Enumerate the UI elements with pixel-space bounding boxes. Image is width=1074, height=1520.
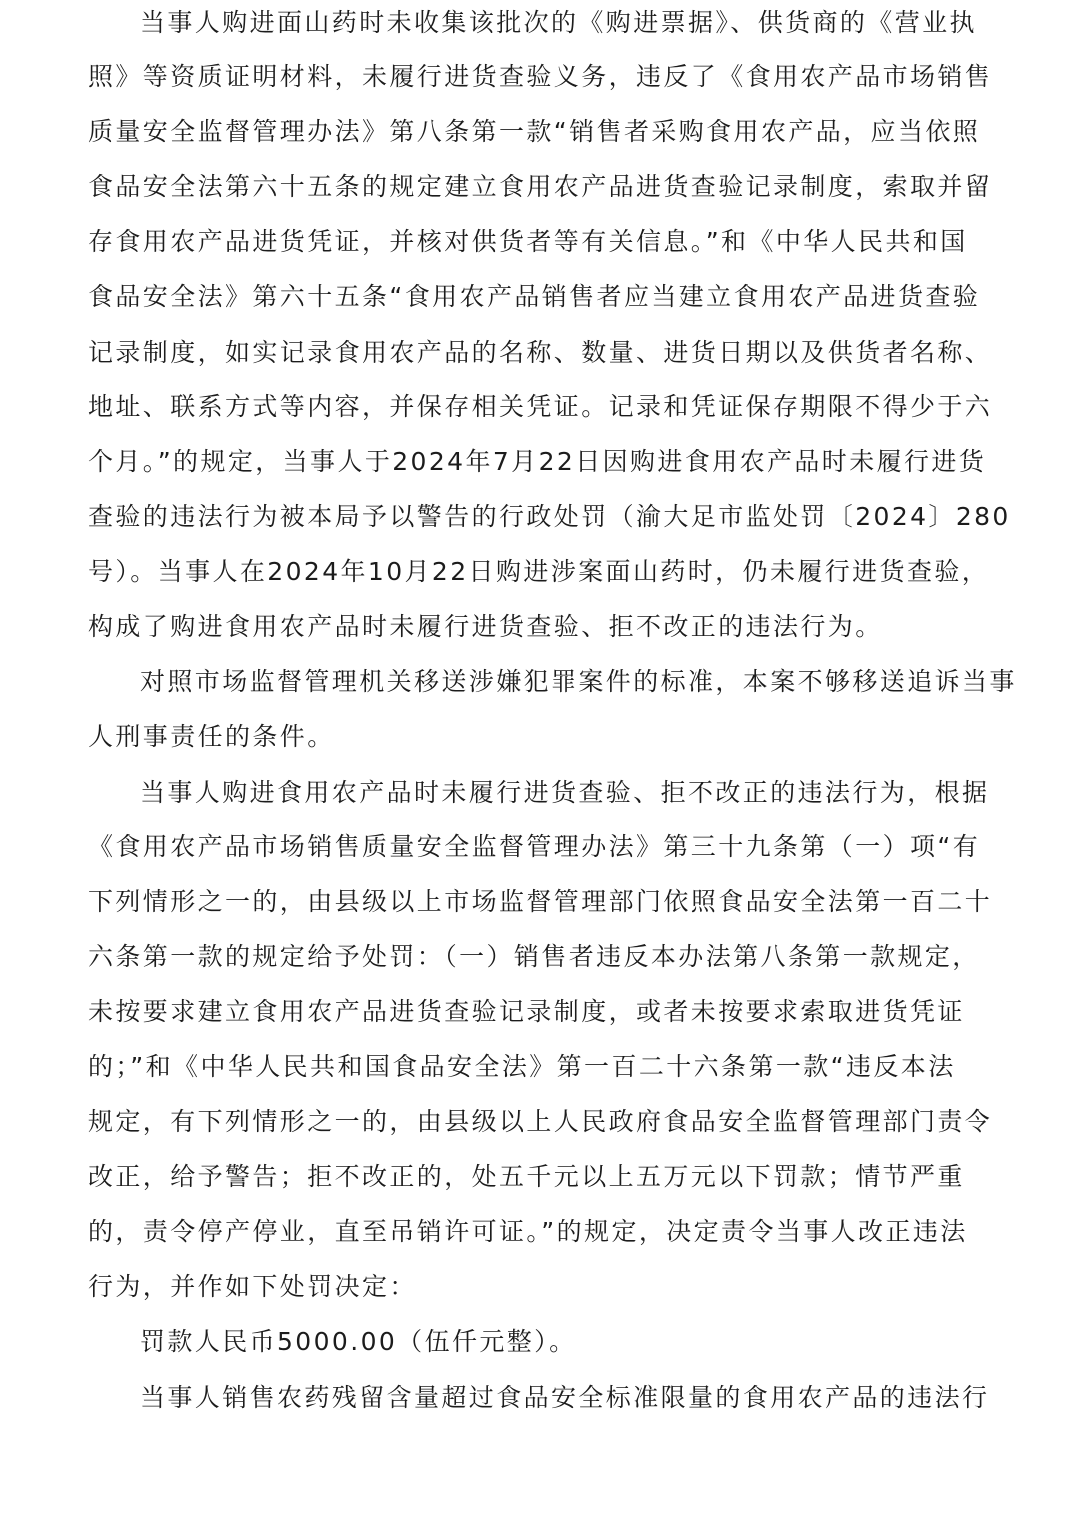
text-line: 行为，并作如下处罚决定： xyxy=(88,1272,417,1301)
text-line: 下列情形之一的，由县级以上市场监督管理部门依照食品安全法第一百二十 xyxy=(88,887,993,916)
text-line: 地址、联系方式等内容，并保存相关凭证。记录和凭证保存期限不得少于六 xyxy=(88,392,993,421)
text-line: 对照市场监督管理机关移送涉嫌犯罪案件的标准，本案不够移送追诉当事 xyxy=(140,667,1017,696)
text-line: 记录制度，如实记录食用农产品的名称、数量、进货日期以及供货者名称、 xyxy=(88,338,993,367)
text-line: 当事人购进面山药时未收集该批次的《购进票据》、供货商的《营业执 xyxy=(140,8,977,37)
text-line: 质量安全监督管理办法》第八条第一款“销售者采购食用农产品，应当依照 xyxy=(88,117,981,146)
text-line: 《食用农产品市场销售质量安全监督管理办法》第三十九条第（一）项“有 xyxy=(88,832,981,861)
text-line: 构成了购进食用农产品时未履行进货查验、拒不改正的违法行为。 xyxy=(88,612,883,641)
text-line: 人刑事责任的条件。 xyxy=(88,722,335,751)
text-line: 六条第一款的规定给予处罚：（一）销售者违反本办法第八条第一款规定， xyxy=(88,942,980,971)
text-line: 食品安全法》第六十五条“食用农产品销售者应当建立食用农产品进货查验 xyxy=(88,282,981,311)
text-line: 未按要求建立食用农产品进货查验记录制度，或者未按要求索取进货凭证 xyxy=(88,997,965,1026)
text-line: 存食用农产品进货凭证，并核对供货者等有关信息。”和《中华人民共和国 xyxy=(88,227,968,256)
text-line: 的；”和《中华人民共和国食品安全法》第一百二十六条第一款“违反本法 xyxy=(88,1052,956,1081)
text-line: 的，责令停产停业，直至吊销许可证。”的规定，决定责令当事人改正违法 xyxy=(88,1217,968,1246)
text-line: 个月。”的规定，当事人于2024年7月22日因购进食用农产品时未履行进货 xyxy=(88,447,987,476)
text-line: 食品安全法第六十五条的规定建立食用农产品进货查验记录制度，索取并留 xyxy=(88,172,993,201)
text-line: 当事人购进食用农产品时未履行进货查验、拒不改正的违法行为，根据 xyxy=(140,778,990,807)
text-line: 当事人销售农药残留含量超过食品安全标准限量的食用农产品的违法行 xyxy=(140,1383,990,1412)
text-line: 照》等资质证明材料，未履行进货查验义务，违反了《食用农产品市场销售 xyxy=(88,62,993,91)
text-line: 查验的违法行为被本局予以警告的行政处罚（渝大足市监处罚〔2024〕280 xyxy=(88,502,1011,531)
text-line: 规定，有下列情形之一的，由县级以上人民政府食品安全监督管理部门责令 xyxy=(88,1107,993,1136)
text-line: 改正，给予警告；拒不改正的，处五千元以上五万元以下罚款；情节严重 xyxy=(88,1162,965,1191)
text-line: 号）。当事人在2024年10月22日购进涉案面山药时，仍未履行进货查验， xyxy=(88,557,990,586)
text-line: 罚款人民币5000.00（伍仟元整）。 xyxy=(140,1327,577,1356)
